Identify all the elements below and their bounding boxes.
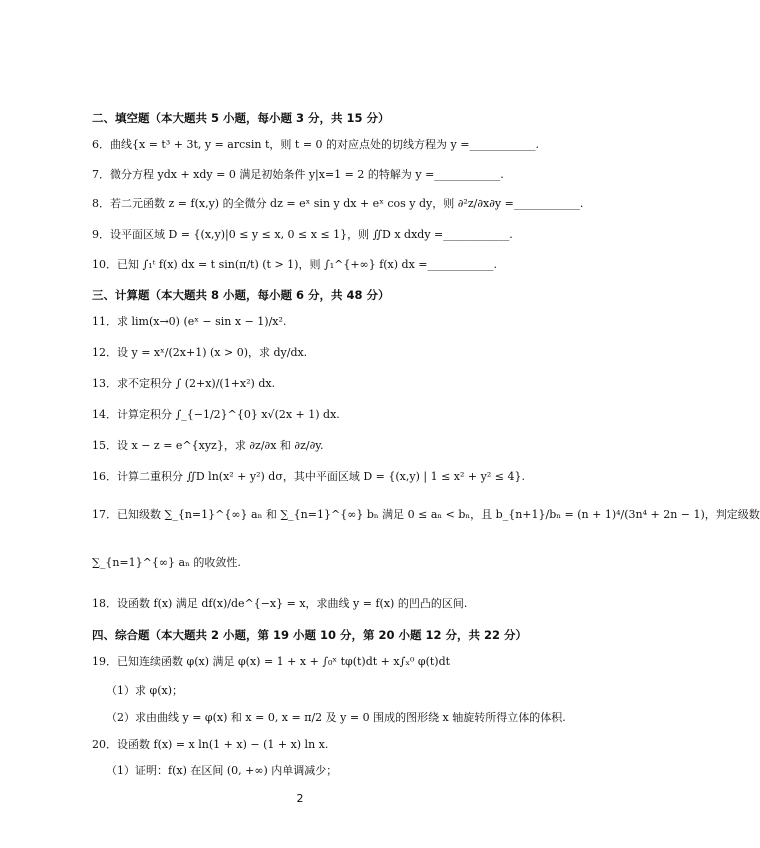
page-number: 2: [296, 792, 304, 805]
question-13: 13．求不定积分 ∫ (2+x)/(1+x²) dx.: [92, 377, 276, 390]
question-20-part1: （1）证明：f(x) 在区间 (0, +∞) 内单调减少；: [106, 764, 338, 777]
question-16: 16．计算二重积分 ∬D ln(x² + y²) dσ，其中平面区域 D = {(x,y) | 1 ≤ x² + y² ≤ 4}.: [92, 470, 525, 483]
question-19-part2: （2）求由曲线 y = φ(x) 和 x = 0, x = π/2 及 y = 0 围成的图形绕 x 轴旋转所得立体的体积.: [106, 711, 566, 724]
question-8: 8．若二元函数 z = f(x,y) 的全微分 dz = eˣ sin y dx + eˣ cos y dy，则 ∂²z/∂x∂y =____________.: [92, 197, 584, 210]
question-19: 19．已知连续函数 φ(x) 满足 φ(x) = 1 + x + ∫₀ˣ tφ(t)dt + x∫ₓ⁰ φ(t)dt: [92, 655, 451, 668]
question-18: 18．设函数 f(x) 满足 df(x)/de^{−x} = x，求曲线 y = f(x) 的凹凸的区间.: [92, 597, 468, 610]
question-14: 14．计算定积分 ∫_{−1/2}^{0} x√(2x + 1) dx.: [92, 408, 340, 421]
question-9: 9．设平面区域 D = {(x,y)|0 ≤ y ≤ x, 0 ≤ x ≤ 1}，则 ∬D x dxdy =____________.: [92, 228, 513, 241]
section-comp-heading: 四、综合题（本大题共 2 小题，第 19 小题 10 分，第 20 小题 12 分，共 22 分）: [92, 628, 528, 642]
question-11: 11．求 lim(x→0) (eˣ − sin x − 1)/x².: [92, 315, 287, 328]
question-12: 12．设 y = xˣ/(2x+1) (x > 0)，求 dy/dx.: [92, 346, 308, 359]
question-15: 15．设 x − z = e^{xyz}，求 ∂z/∂x 和 ∂z/∂y.: [92, 439, 324, 452]
question-10: 10．已知 ∫₁ᵗ f(x) dx = t sin(π/t) (t > 1)，则 ∫₁^{+∞} f(x) dx =____________.: [92, 258, 498, 271]
section-calc-heading: 三、计算题（本大题共 8 小题，每小题 6 分，共 48 分）: [92, 288, 390, 302]
question-17-line1: 17．已知级数 ∑_{n=1}^{∞} aₙ 和 ∑_{n=1}^{∞} bₙ 满足 0 ≤ aₙ < bₙ，且 b_{n+1}/bₙ = (n + 1)⁴/(3n⁴ + 2n − 1)，判定级数: [92, 508, 760, 521]
question-7: 7．微分方程 ydx + xdy = 0 满足初始条件 y|x=1 = 2 的特解为 y =____________.: [92, 168, 504, 181]
question-17-line2: ∑_{n=1}^{∞} aₙ 的收敛性.: [92, 556, 241, 569]
question-19-part1: （1）求 φ(x)；: [106, 684, 183, 697]
question-20: 20．设函数 f(x) = x ln(1 + x) − (1 + x) ln x.: [92, 738, 329, 751]
section-fill-heading: 二、填空题（本大题共 5 小题，每小题 3 分，共 15 分）: [92, 111, 390, 125]
question-6: 6．曲线{x = t³ + 3t, y = arcsin t，则 t = 0 的对应点处的切线方程为 y =____________.: [92, 138, 539, 151]
